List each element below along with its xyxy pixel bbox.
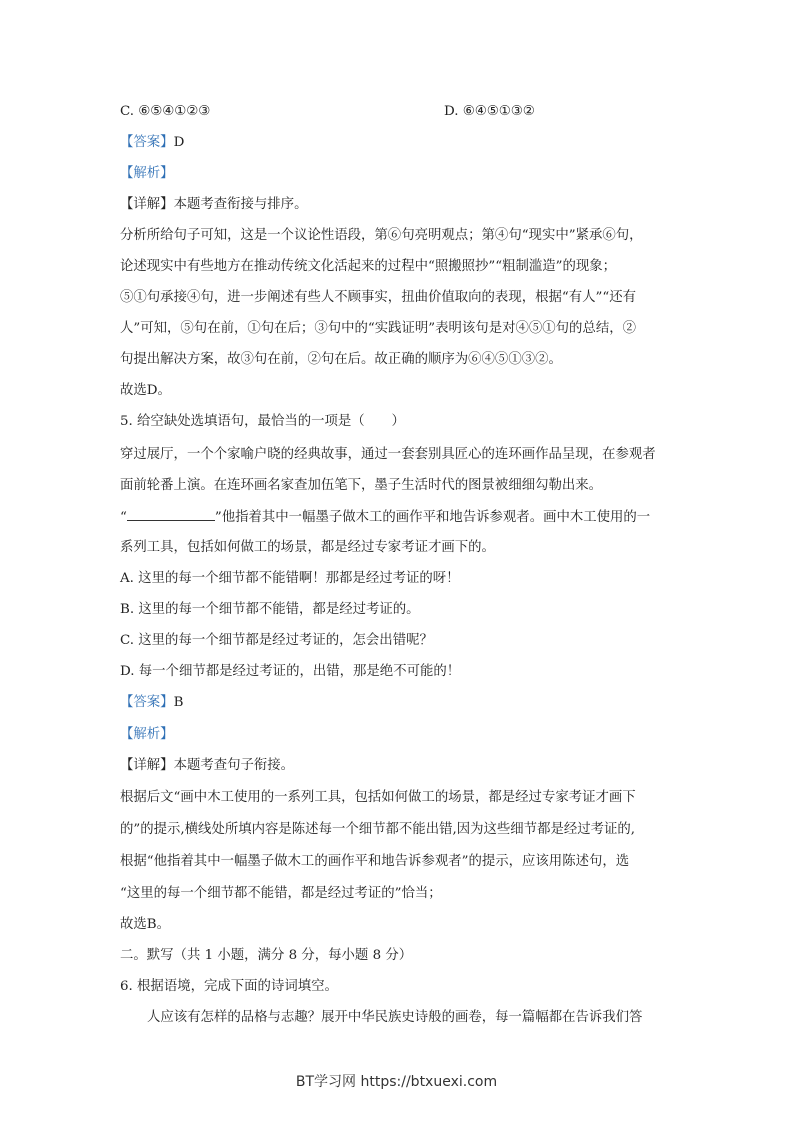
answer-tag: 【答案】 bbox=[120, 135, 174, 150]
q5-passage-1: 穿过展厅，一个个家喻户晓的经典故事，通过一套套别具匠心的连环画作品呈现，在参观者 bbox=[120, 447, 656, 462]
detail-text: 本题考查衔接与排序。 bbox=[173, 197, 308, 212]
answer-value: D bbox=[173, 135, 185, 150]
q5-option-a: A. 这里的每一个细节都不能错啊！那都是经过考证的呀！ bbox=[120, 571, 460, 586]
q5-answer bbox=[120, 693, 183, 713]
answer-tag: 【答案】 bbox=[120, 695, 174, 710]
q4-line-4: 人”可知，⑤句在前，①句在后；③句中的“实践证明”表明该句是对④⑤①句的总结，② bbox=[120, 321, 636, 336]
detail-tag: 【详解】 bbox=[120, 197, 174, 212]
quote-open: “ bbox=[120, 510, 127, 525]
q5-option-c: C. 这里的每一个细节都是经过考证的，怎会出错呢？ bbox=[120, 633, 433, 648]
q5-passage-4: 系列工具，包括如何做工的场景，都是经过专家考证才画下的。 bbox=[120, 540, 495, 555]
detail-text: 本题考查句子衔接。 bbox=[173, 758, 295, 773]
option-d-prev: D. ⑥④⑤①③② bbox=[444, 104, 535, 119]
q4-detail bbox=[120, 195, 307, 215]
q4-line-5: 句提出解决方案，故③句在前，②句在后。故正确的顺序为⑥④⑤①③②。 bbox=[120, 352, 562, 367]
q5-line-4: “这里的每一个细节都不能错，都是经过考证的”恰当； bbox=[120, 886, 442, 901]
detail-tag: 【详解】 bbox=[120, 758, 174, 773]
q5-option-b: B. 这里的每一个细节都不能错，都是经过考证的。 bbox=[120, 602, 420, 617]
q5-passage-2: 面前轮番上演。在连环画名家查加伍笔下，墨子生活时代的图景被细细勾勒出来。 bbox=[120, 478, 603, 493]
page-footer: BT学习网 https://btxuexi.com bbox=[295, 1074, 498, 1090]
q4-line-1: 分析所给句子可知，这是一个议论性语段，第⑥句亮明观点；第④句“现实中”紧承⑥句， bbox=[120, 228, 643, 243]
q5-line-2: 的”的提示,横线处所填内容是陈述每一个细节都不能出错,因为这些细节都是经过考证的, bbox=[120, 822, 636, 837]
q5-passage-3 bbox=[120, 507, 650, 528]
fill-blank bbox=[127, 507, 215, 521]
q5-analysis-tag: 【解析】 bbox=[120, 727, 174, 742]
q5-detail bbox=[120, 756, 294, 776]
q5-line-3: 根据“他指着其中一幅墨子做木工的画作平和地告诉参观者”的提示，应该用陈述句，选 bbox=[120, 854, 630, 869]
answer-value: B bbox=[173, 695, 184, 710]
q5-option-d: D. 每一个细节都是经过考证的，出错，那是绝不可能的！ bbox=[120, 664, 461, 679]
q6-paragraph: 人应该有怎样的品格与志趣？展开中华民族史诗般的画卷，每一篇幅都在告诉我们答 bbox=[147, 1010, 643, 1025]
option-c-prev: C. ⑥⑤④①②③ bbox=[120, 104, 211, 119]
q5-conclusion: 故选B。 bbox=[120, 917, 171, 932]
q6-stem: 6. 根据语境，完成下面的诗词填空。 bbox=[120, 979, 338, 994]
q4-answer bbox=[120, 133, 184, 153]
section-heading: 二。默写（共 1 小题，满分 8 分，每小题 8 分） bbox=[120, 948, 413, 963]
q4-line-2: 论述现实中有些地方在推动传统文化活起来的过程中“照搬照抄”“粗制滥造”的现象； bbox=[120, 259, 617, 274]
q4-line-3: ⑤①句承接④句，进一步阐述有些人不顾事实，扭曲价值取向的表现，根据“有人”“还有 bbox=[120, 290, 636, 305]
q5-stem: 5. 给空缺处选填语句，最恰当的一项是（ ） bbox=[120, 414, 405, 429]
quote-rest: ”他指着其中一幅墨子做木工的画作平和地告诉参观者。画中木工使用的一 bbox=[214, 510, 651, 525]
q4-analysis-tag: 【解析】 bbox=[120, 166, 174, 181]
q4-conclusion: 故选D。 bbox=[120, 383, 171, 398]
q5-line-1: 根据后文“画中木工使用的一系列工具，包括如何做工的场景，都是经过专家考证才画下 bbox=[120, 790, 636, 805]
